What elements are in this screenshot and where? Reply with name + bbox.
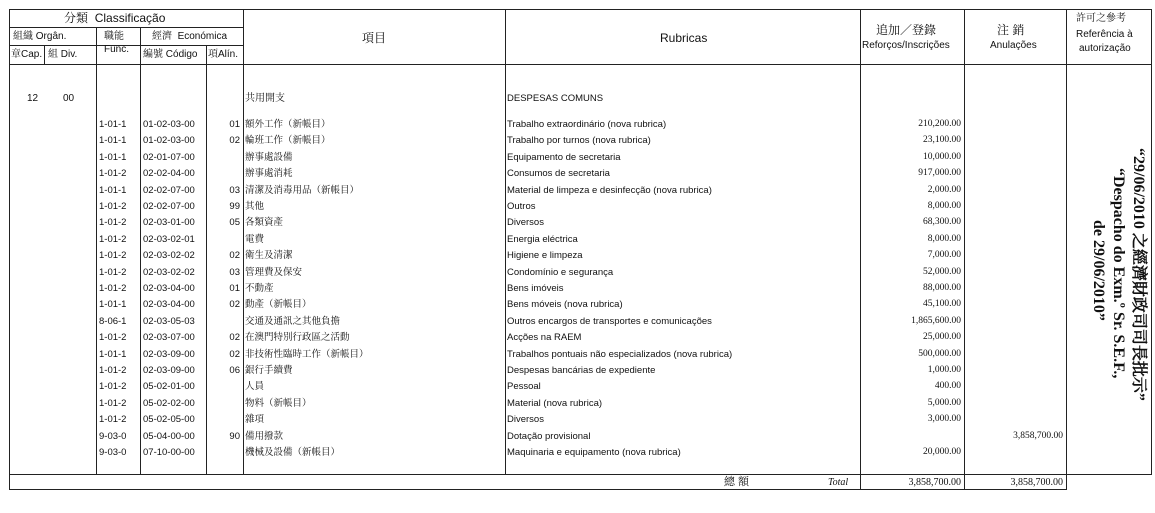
cell-ref: 20,000.00 bbox=[923, 447, 961, 457]
cell-code: 02-03-02-01 bbox=[143, 233, 195, 245]
cell-pt: Energia eléctrica bbox=[507, 233, 578, 245]
header-classificacao bbox=[64, 12, 165, 24]
cell-code: 01-02-03-00 bbox=[143, 119, 195, 130]
cell-zh: 不動產 bbox=[245, 283, 274, 294]
cell-ref: 7,000.00 bbox=[927, 250, 961, 261]
cell-alin: 90 bbox=[229, 430, 240, 442]
cell-pt: Higiene e limpeza bbox=[507, 250, 583, 262]
header-ref-pt1: Referência à bbox=[1076, 29, 1133, 40]
cell-pt: Diversos bbox=[507, 414, 544, 426]
cell-alin: 02 bbox=[229, 250, 240, 262]
header-ref-zh: 許可之參考 bbox=[1076, 13, 1126, 24]
cell-pt: Equipamento de secretaria bbox=[507, 151, 621, 163]
total-label-zh: 總 額 bbox=[724, 476, 750, 488]
cell-func: 1-01-2 bbox=[99, 168, 127, 180]
cell-alin: 02 bbox=[229, 348, 240, 360]
cell-zh: 人員 bbox=[245, 381, 265, 393]
cell-func: 1-01-1 bbox=[99, 119, 127, 130]
cell-pt: Bens móveis (nova rubrica) bbox=[507, 299, 623, 311]
cell-code: 02-02-07-00 bbox=[143, 201, 195, 212]
cell-code: 02-03-04-00 bbox=[143, 283, 195, 294]
cell-zh: 清潔及消毒用品（新帳目） bbox=[245, 184, 360, 196]
header-func-pt: Func. bbox=[104, 44, 130, 55]
cell-func: 1-01-2 bbox=[99, 217, 127, 229]
cell-code: 01-02-03-00 bbox=[143, 135, 195, 147]
cell-alin: 01 bbox=[229, 119, 240, 130]
cell-code: 02-03-07-00 bbox=[143, 332, 195, 344]
cell-zh: 辦事處設備 bbox=[245, 151, 293, 163]
header-rule-classificacao bbox=[9, 27, 243, 28]
cell-anul: 3,858,700.00 bbox=[1013, 430, 1063, 441]
col-rule-code bbox=[206, 45, 207, 475]
chapter-div: 00 bbox=[63, 93, 75, 104]
cell-zh: 各類資產 bbox=[245, 217, 284, 229]
cell-pt: Trabalho extraordinário (nova rubrica) bbox=[507, 119, 667, 130]
header-cap bbox=[11, 50, 42, 60]
cell-ref: 2,000.00 bbox=[927, 184, 961, 195]
col-rule-func bbox=[140, 27, 141, 475]
header-alin-pt: Alín. bbox=[218, 49, 239, 60]
cell-code: 02-03-02-02 bbox=[143, 266, 195, 278]
cell-code: 02-02-04-00 bbox=[143, 168, 195, 180]
border-right bbox=[1151, 9, 1152, 475]
cell-code: 02-03-09-00 bbox=[143, 365, 195, 376]
cell-alin: 03 bbox=[229, 184, 240, 196]
cell-pt: Diversos bbox=[507, 217, 544, 229]
cell-ref: 68,300.00 bbox=[923, 217, 961, 228]
cell-ref: 88,000.00 bbox=[923, 283, 961, 293]
cell-pt: Acções na RAEM bbox=[507, 332, 582, 344]
cell-zh: 辦事處消耗 bbox=[245, 168, 293, 180]
cell-func: 1-01-2 bbox=[99, 332, 127, 344]
cell-ref: 500,000.00 bbox=[918, 348, 961, 359]
cell-ref: 210,200.00 bbox=[918, 119, 961, 129]
cell-zh: 物料（新帳目） bbox=[245, 397, 312, 409]
chapter-cap: 12 bbox=[27, 93, 39, 104]
header-reforcos-pt: Reforços/Inscrições bbox=[862, 40, 950, 51]
total-bottom-rule bbox=[9, 489, 1067, 490]
cell-ref: 8,000.00 bbox=[927, 233, 961, 244]
col-rule-rubricas bbox=[860, 9, 861, 489]
cell-pt: Outros bbox=[507, 201, 536, 212]
cell-func: 1-01-2 bbox=[99, 414, 127, 426]
authorization-line1: “29/06/2010 之經濟財政司司長批示” bbox=[1130, 148, 1147, 401]
header-organ-zh: 組織 bbox=[13, 31, 33, 42]
header-anulacoes-zh: 注 銷 bbox=[997, 23, 1025, 37]
cell-zh: 銀行手續費 bbox=[245, 365, 293, 376]
cell-code: 02-03-09-00 bbox=[143, 348, 195, 360]
cell-func: 1-01-2 bbox=[99, 266, 127, 278]
cell-zh: 輪班工作（新帳目） bbox=[245, 135, 331, 147]
col-rule-div bbox=[44, 45, 45, 65]
cell-code: 02-03-02-02 bbox=[143, 250, 195, 262]
cell-zh: 備用撥款 bbox=[245, 430, 284, 442]
cell-func: 1-01-2 bbox=[99, 381, 127, 393]
cell-func: 1-01-2 bbox=[99, 397, 127, 409]
cell-func: 1-01-2 bbox=[99, 283, 127, 294]
cell-code: 02-01-07-00 bbox=[143, 151, 195, 163]
col-rule-reforcos bbox=[964, 9, 965, 489]
cell-pt: Bens imóveis bbox=[507, 283, 564, 294]
cell-func: 1-01-2 bbox=[99, 233, 127, 245]
header-organ-pt: Orgân. bbox=[35, 31, 67, 42]
cell-alin: 06 bbox=[229, 365, 240, 376]
total-top-rule bbox=[9, 474, 1152, 475]
cell-pt: Maquinaria e equipamento (nova rubrica) bbox=[507, 447, 681, 458]
cell-alin: 99 bbox=[229, 201, 240, 212]
header-classificacao-zh: 分類 bbox=[64, 11, 89, 25]
cell-ref: 3,000.00 bbox=[927, 414, 961, 425]
header-rubricas: Rubricas bbox=[660, 31, 708, 45]
col-rule-alin bbox=[243, 9, 244, 475]
cell-ref: 52,000.00 bbox=[923, 266, 961, 277]
cell-ref: 10,000.00 bbox=[923, 151, 961, 162]
total-reforcos: 3,858,700.00 bbox=[908, 477, 961, 488]
cell-zh: 雜項 bbox=[245, 414, 265, 426]
authorization-line2: “Despacho do Exm.º Sr. S.E.F., bbox=[1110, 168, 1127, 379]
total-label-pt: Total bbox=[828, 477, 849, 488]
col-rule-anulacoes bbox=[1066, 9, 1067, 489]
cell-func: 1-01-1 bbox=[99, 135, 127, 147]
cell-pt: Trabalhos pontuais não especializados (nova rubrica) bbox=[507, 348, 733, 360]
cell-code: 05-04-00-00 bbox=[143, 430, 195, 442]
cell-func: 1-01-1 bbox=[99, 299, 127, 311]
cell-zh: 衛生及清潔 bbox=[245, 250, 293, 262]
cell-zh: 電費 bbox=[245, 233, 265, 245]
cell-func: 1-01-2 bbox=[99, 201, 127, 212]
header-anulacoes-pt: Anulações bbox=[990, 40, 1037, 51]
cell-ref: 25,000.00 bbox=[923, 332, 961, 343]
header-econ-pt: Económica bbox=[177, 31, 228, 42]
cell-zh: 動產（新帳目） bbox=[245, 299, 312, 311]
header-codigo-pt: Código bbox=[165, 49, 198, 60]
cell-ref: 23,100.00 bbox=[923, 135, 961, 146]
header-div-pt: Div. bbox=[60, 49, 78, 60]
cell-zh: 額外工作（新帳目） bbox=[245, 119, 331, 130]
header-cap-pt: Cap. bbox=[21, 49, 43, 60]
cell-zh: 機械及設備（新帳目） bbox=[245, 447, 341, 458]
header-bottom-rule bbox=[9, 64, 1152, 65]
cell-pt: Consumos de secretaria bbox=[507, 168, 610, 180]
cell-code: 05-02-01-00 bbox=[143, 381, 195, 393]
cell-alin: 02 bbox=[229, 135, 240, 147]
cell-pt: Material (nova rubrica) bbox=[507, 397, 603, 409]
cell-zh: 其他 bbox=[245, 201, 265, 212]
cell-ref: 1,865,600.00 bbox=[911, 315, 961, 326]
header-ref-pt2: autorização bbox=[1079, 43, 1131, 54]
col-rule-organ bbox=[96, 27, 97, 475]
cell-alin: 02 bbox=[229, 299, 240, 311]
cell-ref: 5,000.00 bbox=[927, 397, 961, 408]
col-rule-item bbox=[505, 9, 506, 475]
cell-pt: Pessoal bbox=[507, 381, 541, 393]
cell-ref: 1,000.00 bbox=[927, 365, 961, 375]
header-alin bbox=[208, 50, 238, 60]
cell-pt: Dotação provisional bbox=[507, 430, 591, 442]
chapter-desc-pt: DESPESAS COMUNS bbox=[507, 93, 604, 104]
header-alin-zh: 項 bbox=[208, 49, 218, 60]
cell-ref: 400.00 bbox=[934, 381, 961, 392]
header-reforcos-zh: 追加／登錄 bbox=[876, 23, 937, 37]
header-func-zh: 職能 bbox=[104, 31, 124, 42]
header-div-zh: 組 bbox=[48, 49, 58, 60]
total-anulacoes: 3,858,700.00 bbox=[1010, 477, 1063, 488]
cell-zh: 非技術性臨時工作（新帳目） bbox=[245, 348, 369, 360]
cell-func: 1-01-1 bbox=[99, 151, 127, 163]
cell-code: 02-03-01-00 bbox=[143, 217, 195, 229]
cell-pt: Trabalho por turnos (nova rubrica) bbox=[507, 135, 651, 147]
cell-func: 9-03-0 bbox=[99, 430, 127, 442]
cell-func: 9-03-0 bbox=[99, 447, 127, 458]
cell-pt: Material de limpeza e desinfecção (nova rubrica) bbox=[507, 184, 712, 196]
chapter-desc-zh: 共用開支 bbox=[245, 93, 285, 104]
header-item: 項目 bbox=[362, 31, 387, 45]
cell-pt: Condomínio e segurança bbox=[507, 266, 614, 278]
cell-zh: 在澳門特別行政區之活動 bbox=[245, 332, 350, 344]
cell-pt: Despesas bancárias de expediente bbox=[507, 365, 656, 376]
cell-ref: 917,000.00 bbox=[918, 168, 961, 179]
cell-alin: 03 bbox=[229, 266, 240, 278]
cell-code: 05-02-05-00 bbox=[143, 414, 195, 426]
cell-pt: Outros encargos de transportes e comunicações bbox=[507, 315, 712, 327]
table-top-border bbox=[9, 9, 1152, 10]
header-cap-zh: 章 bbox=[11, 49, 21, 60]
header-econ-zh: 經濟 bbox=[152, 31, 172, 42]
header-codigo bbox=[143, 50, 197, 60]
cell-code: 02-03-05-03 bbox=[143, 315, 195, 327]
header-div bbox=[48, 50, 77, 60]
cell-alin: 02 bbox=[229, 332, 240, 344]
cell-alin: 05 bbox=[229, 217, 240, 229]
cell-func: 1-01-2 bbox=[99, 250, 127, 262]
cell-alin: 01 bbox=[229, 283, 240, 294]
cell-ref: 8,000.00 bbox=[927, 201, 961, 211]
cell-func: 1-01-2 bbox=[99, 365, 127, 376]
header-organ bbox=[13, 32, 66, 42]
cell-ref: 45,100.00 bbox=[923, 299, 961, 310]
cell-func: 1-01-1 bbox=[99, 348, 127, 360]
cell-zh: 管理費及保安 bbox=[245, 266, 303, 278]
cell-func: 1-01-1 bbox=[99, 184, 127, 196]
cell-code: 02-03-04-00 bbox=[143, 299, 195, 311]
header-classificacao-pt: Classificação bbox=[94, 11, 166, 25]
cell-code: 07-10-00-00 bbox=[143, 447, 195, 458]
border-left bbox=[9, 9, 10, 489]
authorization-line3: de 29/06/2010” bbox=[1090, 220, 1107, 321]
cell-code: 05-02-02-00 bbox=[143, 397, 195, 409]
cell-zh: 交通及通訊之其他負擔 bbox=[245, 315, 341, 327]
header-econ bbox=[152, 32, 227, 42]
cell-code: 02-02-07-00 bbox=[143, 184, 195, 196]
header-codigo-zh: 編號 bbox=[143, 49, 163, 60]
cell-func: 8-06-1 bbox=[99, 315, 127, 327]
